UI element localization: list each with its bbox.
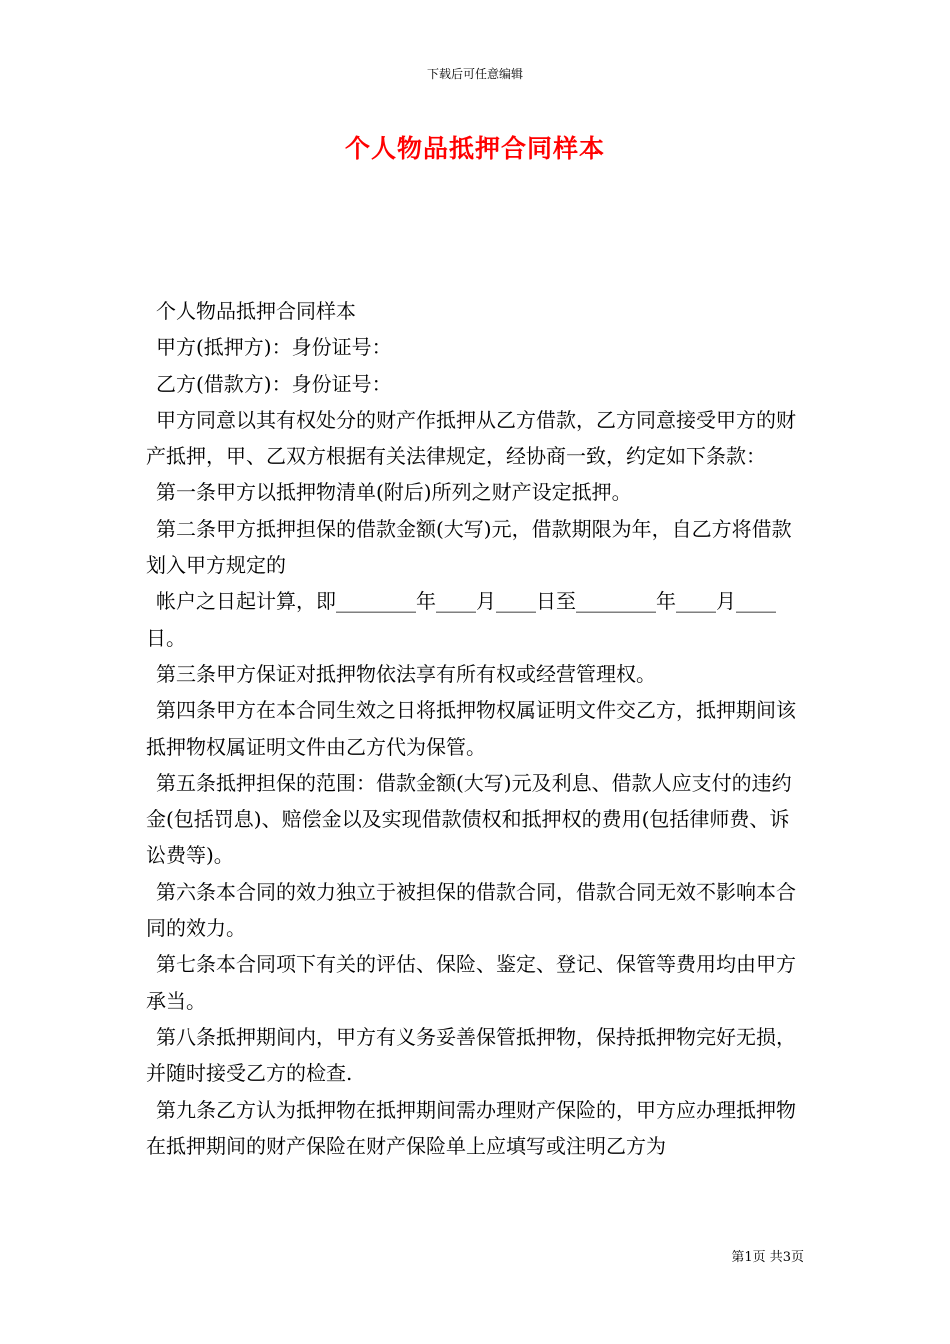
paragraph-article-1: 第一条甲方以抵押物清单(附后)所列之财产设定抵押。: [156, 480, 632, 505]
paragraph-article-6: 第六条本合同的效力独立于被担保的借款合同，借款合同无效不影响本合同的效力。: [146, 879, 796, 941]
paragraph-article-9: 第九条乙方认为抵押物在抵押期间需办理财产保险的，甲方应办理抵押物在抵押期间的财产保险在财产保险单上应填写或注明乙方为: [146, 1097, 796, 1158]
paragraph-party-b: 乙方(借款方)：身份证号：: [156, 371, 392, 396]
paragraph-preamble: 甲方同意以其有权处分的财产作抵押从乙方借款，乙方同意接受甲方的财产抵押，甲、乙双方根据有关法律规定，经协商一致，约定如下条款：: [146, 407, 796, 469]
page-header-note: 下载后可任意编辑: [426, 67, 523, 81]
paragraph-article-2-dates: 帐户之日起计算，即________年____月____日至________年____月____日。: [146, 589, 776, 650]
paragraph-article-4: 第四条甲方在本合同生效之日将抵押物权属证明文件交乙方，抵押期间该抵押物权属证明文件由乙方代为保管。: [146, 698, 796, 759]
page-number: 第1页 共3页: [731, 1250, 804, 1265]
paragraph-party-a: 甲方(抵押方)：身份证号：: [156, 335, 392, 360]
paragraph-article-8: 第八条抵押期间内，甲方有义务妥善保管抵押物，保持抵押物完好无损，并随时接受乙方的检查.: [146, 1024, 796, 1086]
paragraph-article-5: 第五条抵押担保的范围：借款金额(大写)元及利息、借款人应支付的违约金(包括罚息)、赔偿金以及实现借款债权和抵押权的费用(包括律师费、诉讼费等)。: [146, 770, 792, 868]
document-title: 个人物品抵押合同样本: [344, 134, 605, 163]
document-body: [146, 293, 806, 1164]
paragraph-article-3: 第三条甲方保证对抵押物依法享有所有权或经营管理权。: [156, 661, 656, 686]
paragraph-article-7: 第七条本合同项下有关的评估、保险、鉴定、登记、保管等费用均由甲方承当。: [146, 952, 796, 1013]
paragraph-article-2: 第二条甲方抵押担保的借款金额(大写)元，借款期限为年，自乙方将借款划入甲方规定的: [146, 516, 792, 578]
paragraph-heading: 个人物品抵押合同样本: [156, 299, 356, 323]
